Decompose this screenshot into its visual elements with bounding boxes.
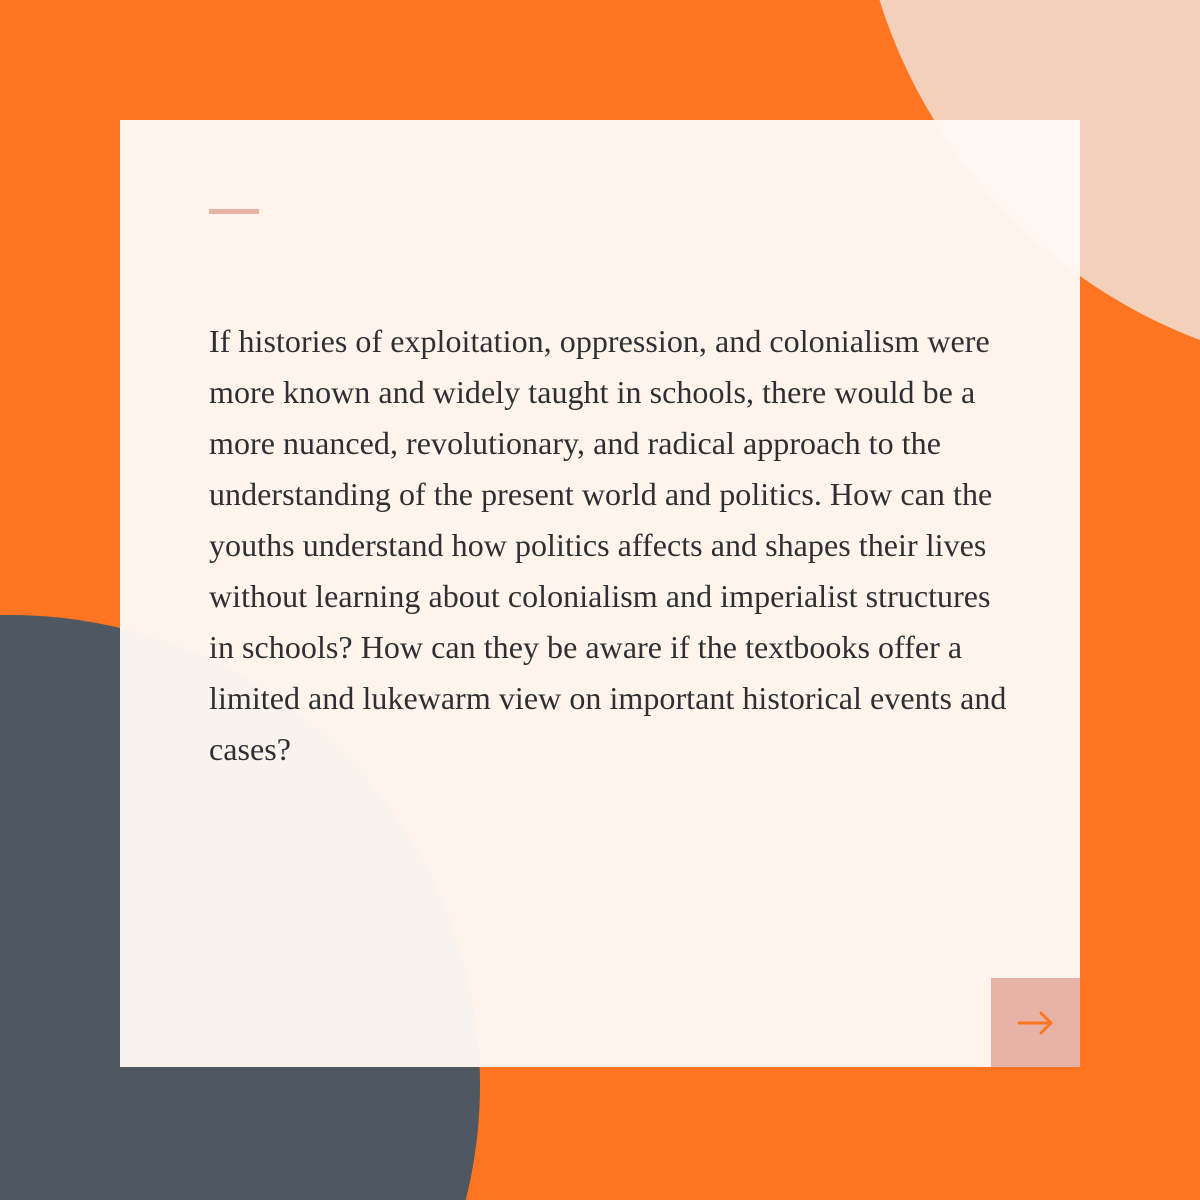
body-text: If histories of exploitation, oppression, and colonialism were more known and widely taught in schools, there would be a more nuanced, revolutionary, and radical approach to the understanding of the present world and politics. How can the youths understand how politics affects and shapes their lives without learning about colonialism and imperialist structures in schools? How can they be aware if the textbooks offer a limited and lukewarm view on important historical events and cases? (209, 323, 1007, 767)
arrow-right-icon (1017, 1011, 1055, 1035)
next-button[interactable] (991, 978, 1080, 1067)
quote-card (120, 120, 1080, 1067)
accent-dash (209, 209, 259, 214)
